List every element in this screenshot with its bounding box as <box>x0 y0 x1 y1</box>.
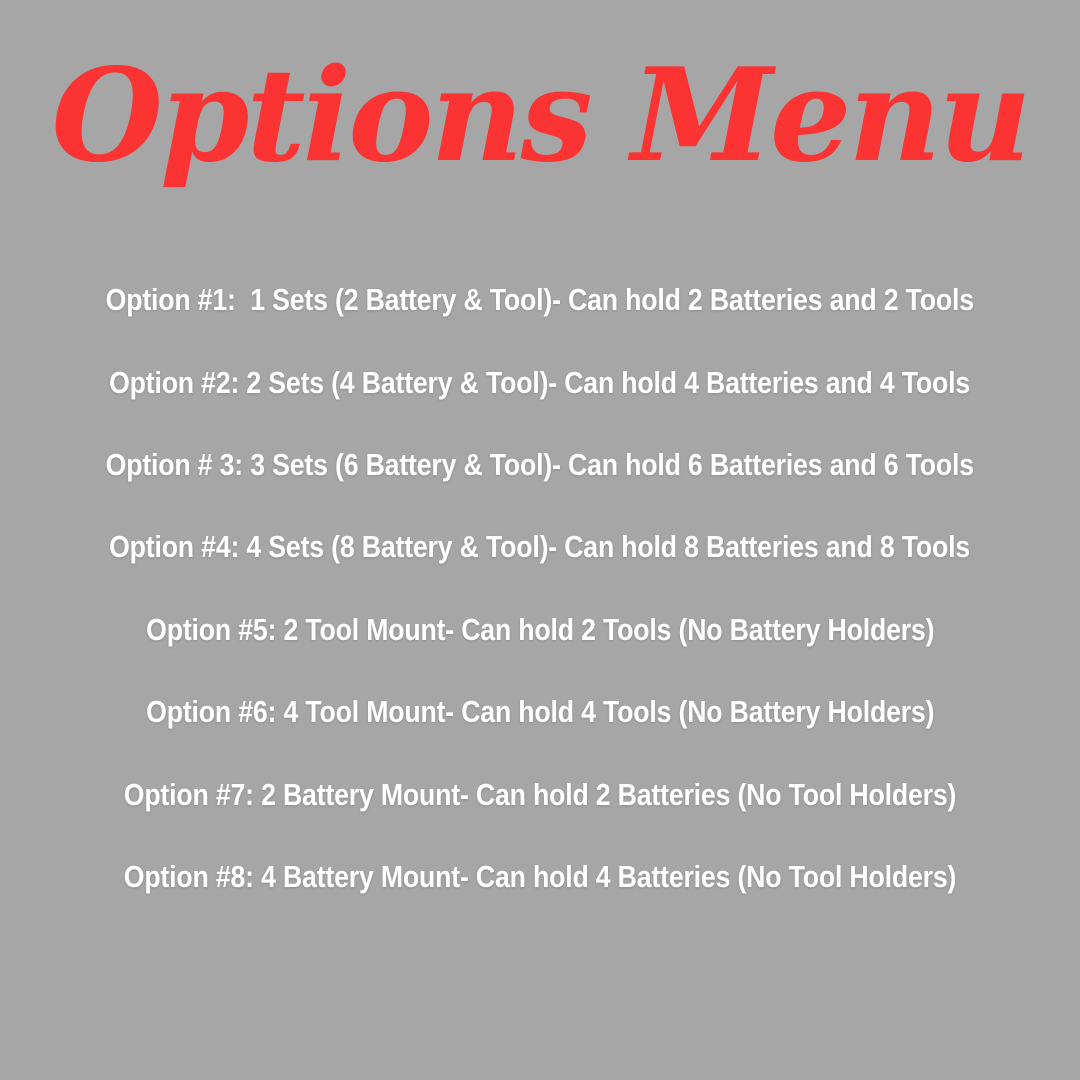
option-text: Option # 3: 3 Sets (6 Battery & Tool)- Can hold 6 Batteries and 6 Tools <box>105 446 975 482</box>
option-item <box>0 424 1080 506</box>
option-item <box>0 753 1080 835</box>
options-list <box>0 259 1080 918</box>
option-text: Option #5: 2 Tool Mount- Can hold 2 Tools (No Battery Holders) <box>145 611 935 647</box>
option-item <box>0 671 1080 753</box>
page-title: Options Menu <box>51 41 1029 191</box>
option-text: Option #8: 4 Battery Mount- Can hold 4 Batteries (No Tool Holders) <box>123 858 957 894</box>
option-text: Option #4: 4 Sets (8 Battery & Tool)- Can hold 8 Batteries and 8 Tools <box>109 529 971 565</box>
option-text: Option #2: 2 Sets (4 Battery & Tool)- Can hold 4 Batteries and 4 Tools <box>109 364 971 400</box>
option-text: Option #7: 2 Battery Mount- Can hold 2 Batteries (No Tool Holders) <box>123 776 957 812</box>
option-text: Option #1: 1 Sets (2 Battery & Tool)- Can hold 2 Batteries and 2 Tools <box>105 282 975 318</box>
option-text: Option #6: 4 Tool Mount- Can hold 4 Tools (No Battery Holders) <box>145 694 935 730</box>
option-item <box>0 836 1080 918</box>
option-item <box>0 259 1080 341</box>
option-item <box>0 341 1080 423</box>
option-item <box>0 506 1080 588</box>
option-item <box>0 589 1080 671</box>
